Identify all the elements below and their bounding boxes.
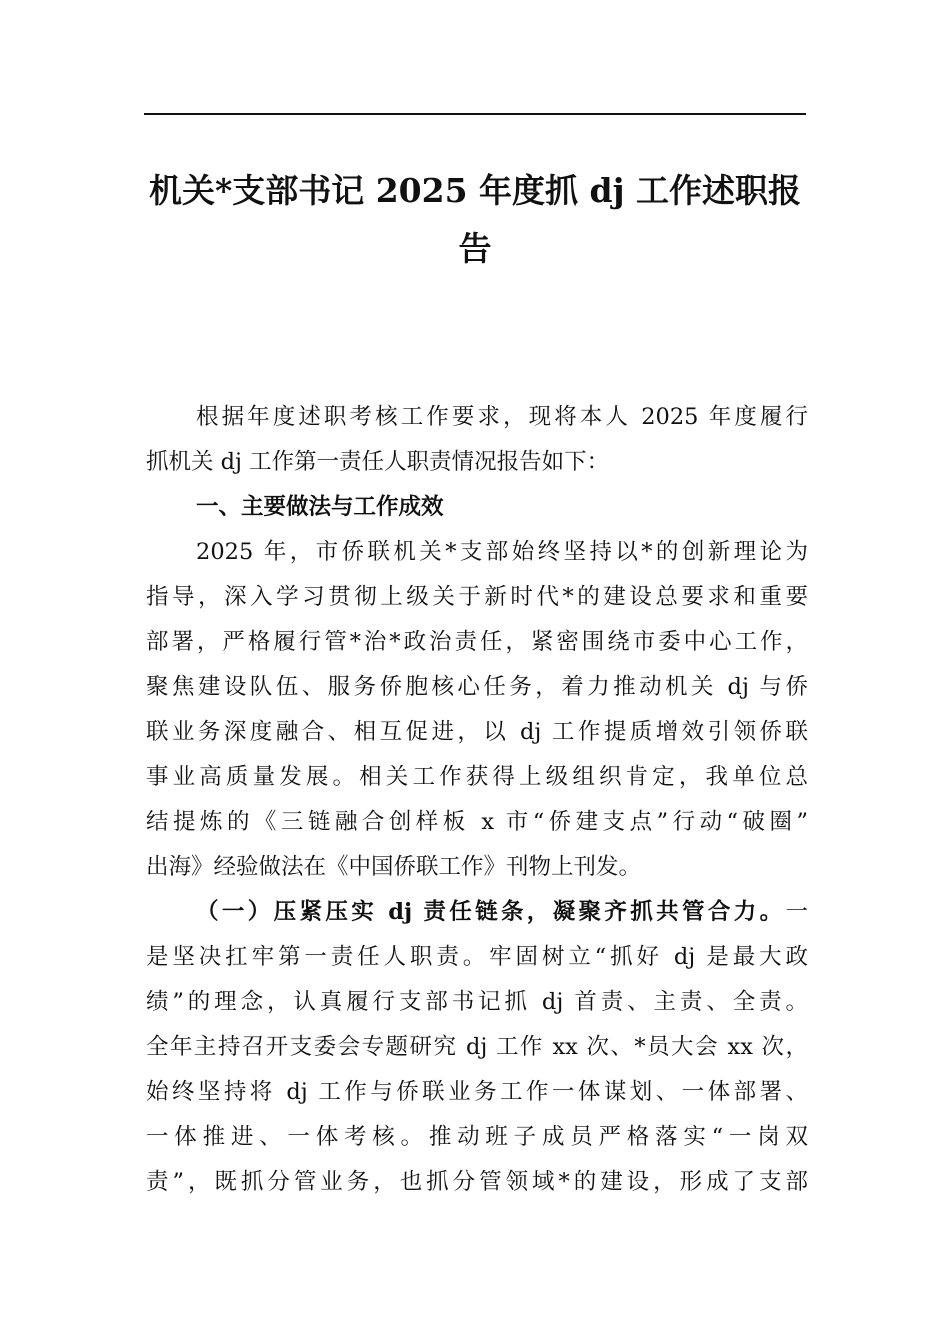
- paragraph-1-line-5: 联业务深度融合、相互促进，以 dj 工作提质增效引领侨联: [146, 719, 808, 745]
- title-line-2: 告: [458, 229, 492, 268]
- paragraph-1-line-7: 结提炼的《三链融合创样板 x 市“侨建支点”行动“破圈”: [146, 809, 808, 835]
- paragraph-2-line-2: 是坚决扛牢第一责任人职责。牢固树立“抓好 dj 是最大政: [146, 944, 808, 970]
- paragraph-2-line-5: 始终坚持将 dj 工作与侨联业务工作一体谋划、一体部署、: [146, 1079, 808, 1105]
- paragraph-2-line-3: 绩”的理念，认真履行支部书记抓 dj 首责、主责、全责。: [146, 989, 808, 1015]
- paragraph-1-line-4: 聚焦建设队伍、服务侨胞核心任务，着力推动机关 dj 与侨: [146, 674, 808, 700]
- paragraph-1-line-2: 指导，深入学习贯彻上级关于新时代*的建设总要求和重要: [146, 584, 808, 610]
- paragraph-2-line-4: 全年主持召开支委会专题研究 dj 工作 xx 次、*员大会 xx 次，: [146, 1034, 808, 1060]
- paragraph-2-lead: 一: [785, 899, 808, 925]
- paragraph-2-line-7: 责”，既抓分管业务，也抓分管领域*的建设，形成了支部: [146, 1169, 808, 1195]
- paragraph-1-line-8: 出海》经验做法在《中国侨联工作》刊物上刊发。: [146, 854, 642, 880]
- paragraph-2-line-1: [146, 890, 808, 935]
- intro-line-2: 抓机关 dj 工作第一责任人职责情况报告如下：: [146, 449, 610, 475]
- intro-line-1: 根据年度述职考核工作要求，现将本人 2025 年度履行: [196, 404, 808, 430]
- subsection-1-heading: （一）压紧压实 dj 责任链条，凝聚齐抓共管合力。: [196, 899, 786, 925]
- document-body: [146, 395, 808, 1205]
- paragraph-2-line-6: 一体推进、一体考核。推动班子成员严格落实“一岗双: [146, 1124, 808, 1150]
- paragraph-1-line-1: 2025 年，市侨联机关*支部始终坚持以*的创新理论为: [196, 539, 808, 565]
- paragraph-1-line-3: 部署，严格履行管*治*政治责任，紧密围绕市委中心工作，: [146, 629, 808, 655]
- paragraph-1-line-6: 事业高质量发展。相关工作获得上级组织肯定，我单位总: [146, 764, 808, 790]
- header-rule: [144, 113, 806, 115]
- section-1-heading: 一、主要做法与工作成效: [196, 494, 444, 520]
- document-title: [144, 162, 806, 278]
- title-line-1: 机关*支部书记 2025 年度抓 dj 工作述职报: [148, 171, 802, 210]
